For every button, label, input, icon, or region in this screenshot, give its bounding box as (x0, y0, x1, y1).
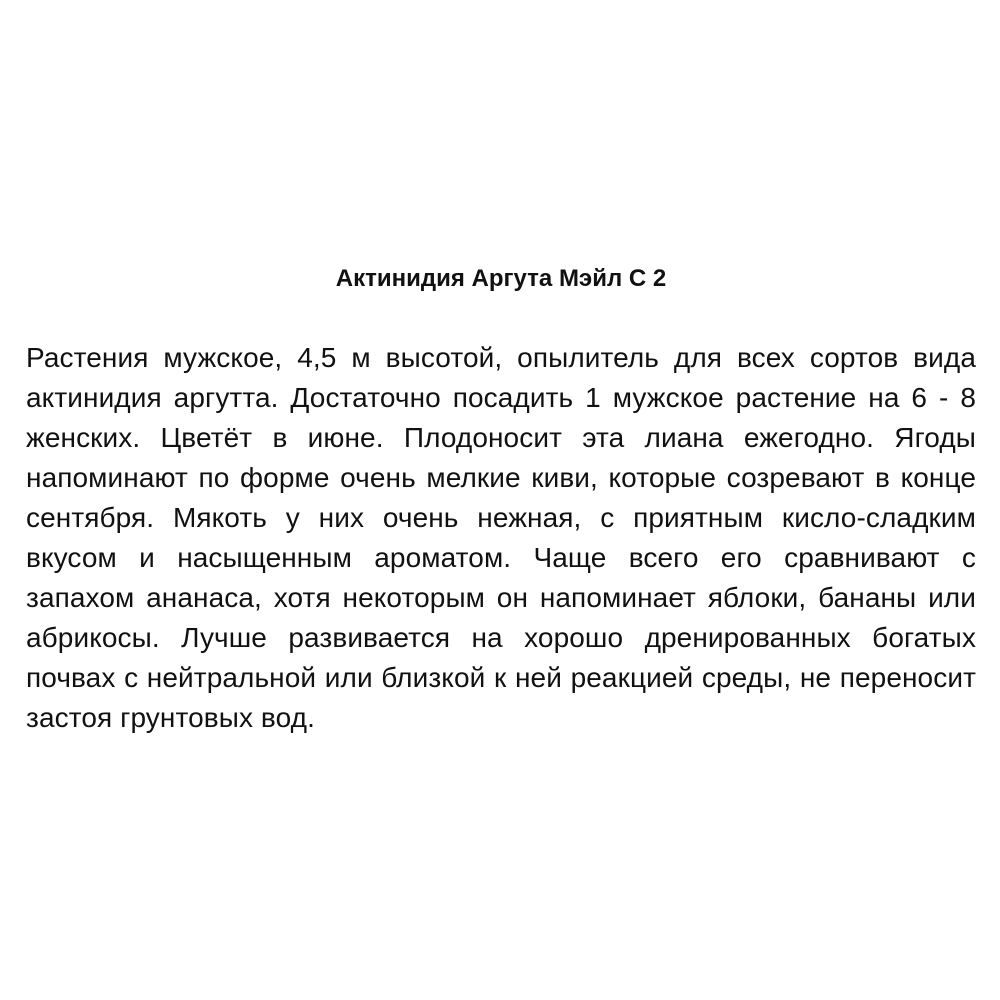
product-description: Растения мужское, 4,5 м высотой, опылитель для всех сортов вида актинидия аргутта. Достаточно посадить 1 мужское растение на 6 - 8 женских. Цветёт в июне. Плодоносит эта лиана ежегодно. Ягоды напоминают по форме очень мелкие киви, которые созревают в конце сентября. Мякоть у них очень нежная, с приятным кисло-сладким вкусом и насыщенным ароматом. Чаще всего его сравнивают с запахом ананаса, хотя некоторым он напоминает яблоки, бананы или абрикосы. Лучше развивается на хорошо дренированных богатых почвах с нейтральной или близкой к ней реакцией среды, не переносит застоя грунтовых вод. (26, 342, 976, 733)
product-description-card (26, 262, 976, 738)
product-title: Актинидия Аргута Мэйл С 2 (335, 265, 667, 292)
